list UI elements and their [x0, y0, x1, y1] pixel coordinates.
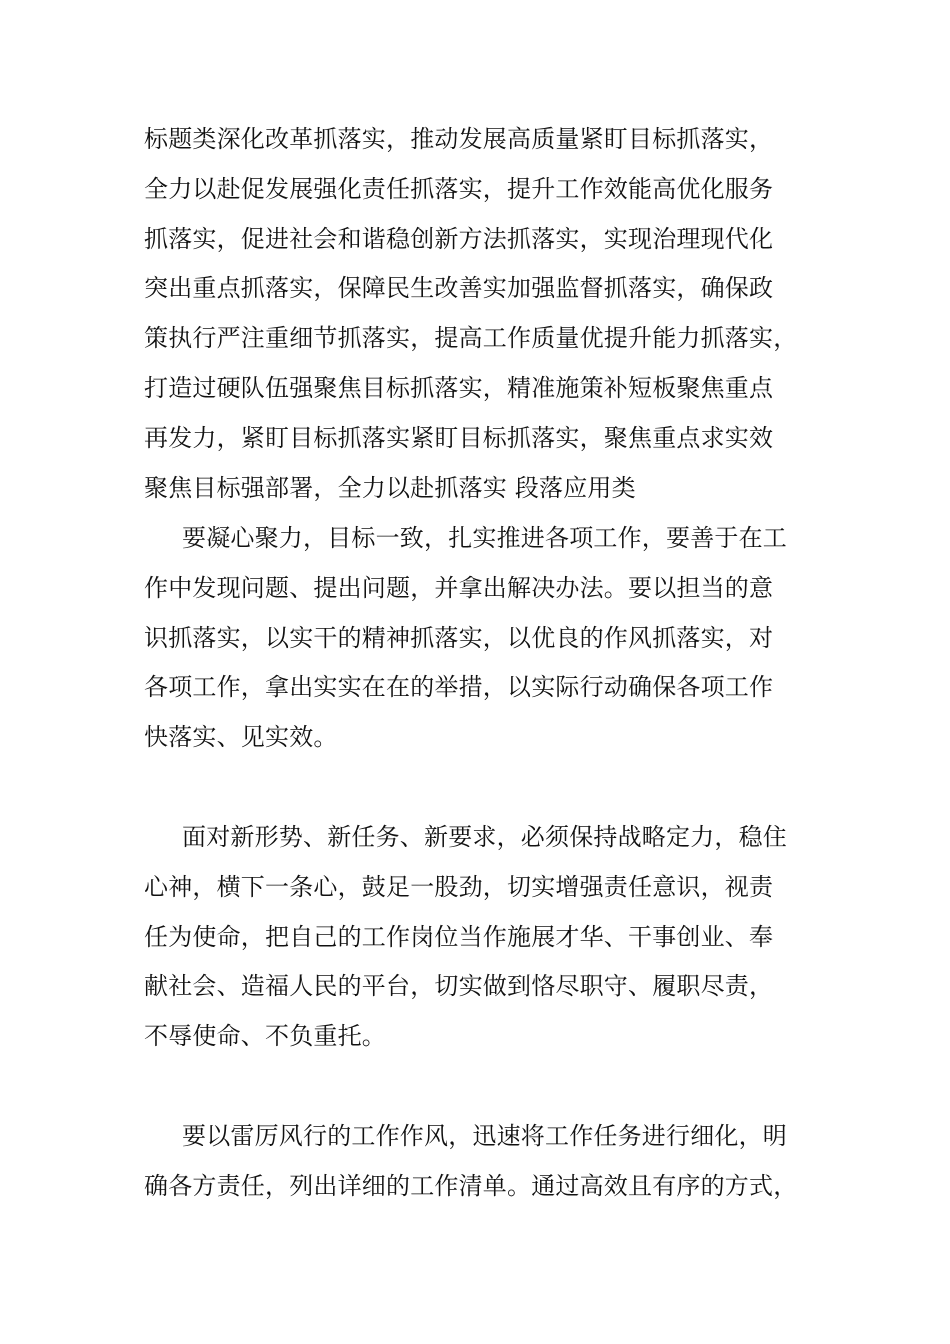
- paragraph-1-line-5: 快落实、见实效。: [144, 723, 338, 752]
- headline-line-7: 再发力，紧盯目标抓落实紧盯目标抓落实，聚焦重点求实效: [144, 423, 774, 452]
- paragraph-3-line-1: 要以雷厉风行的工作作风，迅速将工作任务进行细化，明: [182, 1122, 787, 1150]
- headline-block: [144, 115, 844, 513]
- paragraph-2-line-3: 任为使命，把自己的工作岗位当作施展才华、干事创业、奉: [144, 922, 774, 951]
- paragraph-2: [144, 813, 844, 1062]
- headline-line-3: 抓落实，促进社会和谐稳创新方法抓落实，实现治理现代化: [144, 224, 774, 253]
- paragraph-2-line-2: 心神，横下一条心，鼓足一股劲，切实增强责任意识，视责: [144, 872, 774, 901]
- paragraph-1-line-2: 作中发现问题、提出问题，并拿出解决办法。要以担当的意: [144, 573, 774, 602]
- headline-line-8: 聚焦目标强部署，全力以赴抓落实 段落应用类: [144, 473, 636, 502]
- headline-line-2: 全力以赴促发展强化责任抓落实，提升工作效能高优化服务: [144, 174, 774, 203]
- paragraph-2-line-4: 献社会、造福人民的平台，切实做到恪尽职守、履职尽责，: [144, 972, 774, 1001]
- paragraph-1: [144, 514, 844, 763]
- paragraph-3: [144, 1112, 844, 1212]
- paragraph-3-line-2: 确各方责任，列出详细的工作清单。通过高效且有序的方式，: [144, 1171, 798, 1200]
- paragraph-2-line-1: 面对新形势、新任务、新要求，必须保持战略定力，稳住: [182, 823, 787, 851]
- paragraph-1-line-4: 各项工作，拿出实实在在的举措，以实际行动确保各项工作: [144, 673, 774, 702]
- paragraph-1-line-1: 要凝心聚力，目标一致，扎实推进各项工作，要善于在工: [182, 524, 787, 552]
- headline-line-1: 标题类深化改革抓落实，推动发展高质量紧盯目标抓落实，: [144, 125, 774, 153]
- paragraph-1-line-3: 识抓落实，以实干的精神抓落实，以优良的作风抓落实，对: [144, 623, 774, 652]
- headline-line-4: 突出重点抓落实，保障民生改善实加强监督抓落实，确保政: [144, 274, 774, 303]
- paragraph-2-line-5: 不辱使命、不负重托。: [144, 1022, 386, 1051]
- headline-line-6: 打造过硬队伍强聚焦目标抓落实，精准施策补短板聚焦重点: [144, 373, 774, 402]
- headline-line-5: 策执行严注重细节抓落实，提高工作质量优提升能力抓落实，: [144, 324, 798, 353]
